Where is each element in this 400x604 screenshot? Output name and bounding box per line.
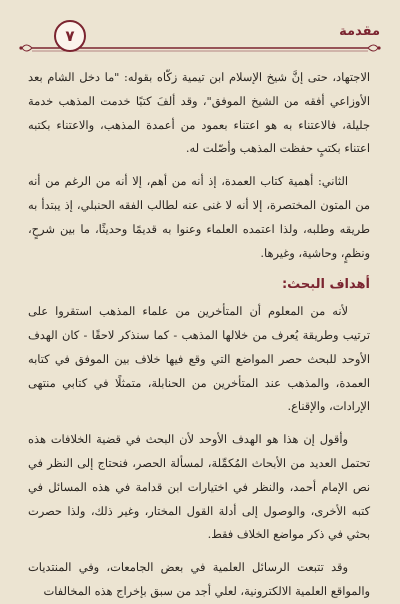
paragraph-1: الاجتهاد، حتى إنَّ شيخ الإسلام ابن تيمية زكّاه بقوله: "ما دخل الشام بعد الأوزاعي أفقه من الشيخ الموفق"، وقد ألفَ كتبًا خدمت المذهب خدمة جليلة، فالاعتناء به هو اعتناء بعمود من أعمدة المذهب، والاعتناء بكتبه اعتناء بكتبٍ حفظت المذهب وأصّلت له.: [28, 70, 370, 156]
page-number: ٧: [54, 20, 86, 52]
paragraph-3: لأنه من المعلوم أن المتأخرين من علماء المذهب استقروا على ترتيب وطريقة يُعرف من خلالها المذهب - كما سنذكر لاحقًا - كان الهدف الأوحد للبحث حصر المواضع التي وقع فيها خلاف بين الموفق في كتابه العمدة، والمذهب عند المتأخرين من الحنابلة، متمثلًا في كتابي منتهى الإرادات، والإقناع.: [28, 304, 370, 414]
page-header: [18, 22, 382, 52]
section-title: مقدمة: [339, 24, 380, 39]
paragraph-2: الثاني: أهمية كتاب العمدة، إذ أنه من أهم، إلا أنه من الرغم من أنه من المتون المختصرة، إلا أنه لا غنى عنه لطالب الفقه الحنبلي، إذ يبتدأ به طريقه وطلبه، ولذا اعتمده العلماء وعنوا به قديمًا وحديثًا، ما بين شرحٍ، ونظمٍ، وحاشية، وغيرها.: [28, 174, 370, 260]
paragraph-5: وقد تتبعت الرسائل العلمية في بعض الجامعات، وفي المنتديات والمواقع العلمية الالكترونية، لعلي أجد من سبق بإخراج هذه المخالفات: [28, 560, 370, 598]
page-body: [28, 66, 370, 604]
paragraph-4: وأقول إن هذا هو الهدف الأوحد لأن البحث في قضية الخلافات هذه تحتمل العديد من الأبحاث المُكمِّلة، لمسألة الحصر، فنحتاج إلى النظر في نص الإمام أحمد، والنظر في اختيارات ابن قدامة في هذه المسائل في كتبه الأخرى، والوصول إلى أدلة القول المختار، وغير ذلك، ولذا حصرت بحثي في ذكر مواضع الخلاف فقط.: [28, 432, 370, 542]
section-heading: أهداف البحث:: [281, 277, 370, 293]
